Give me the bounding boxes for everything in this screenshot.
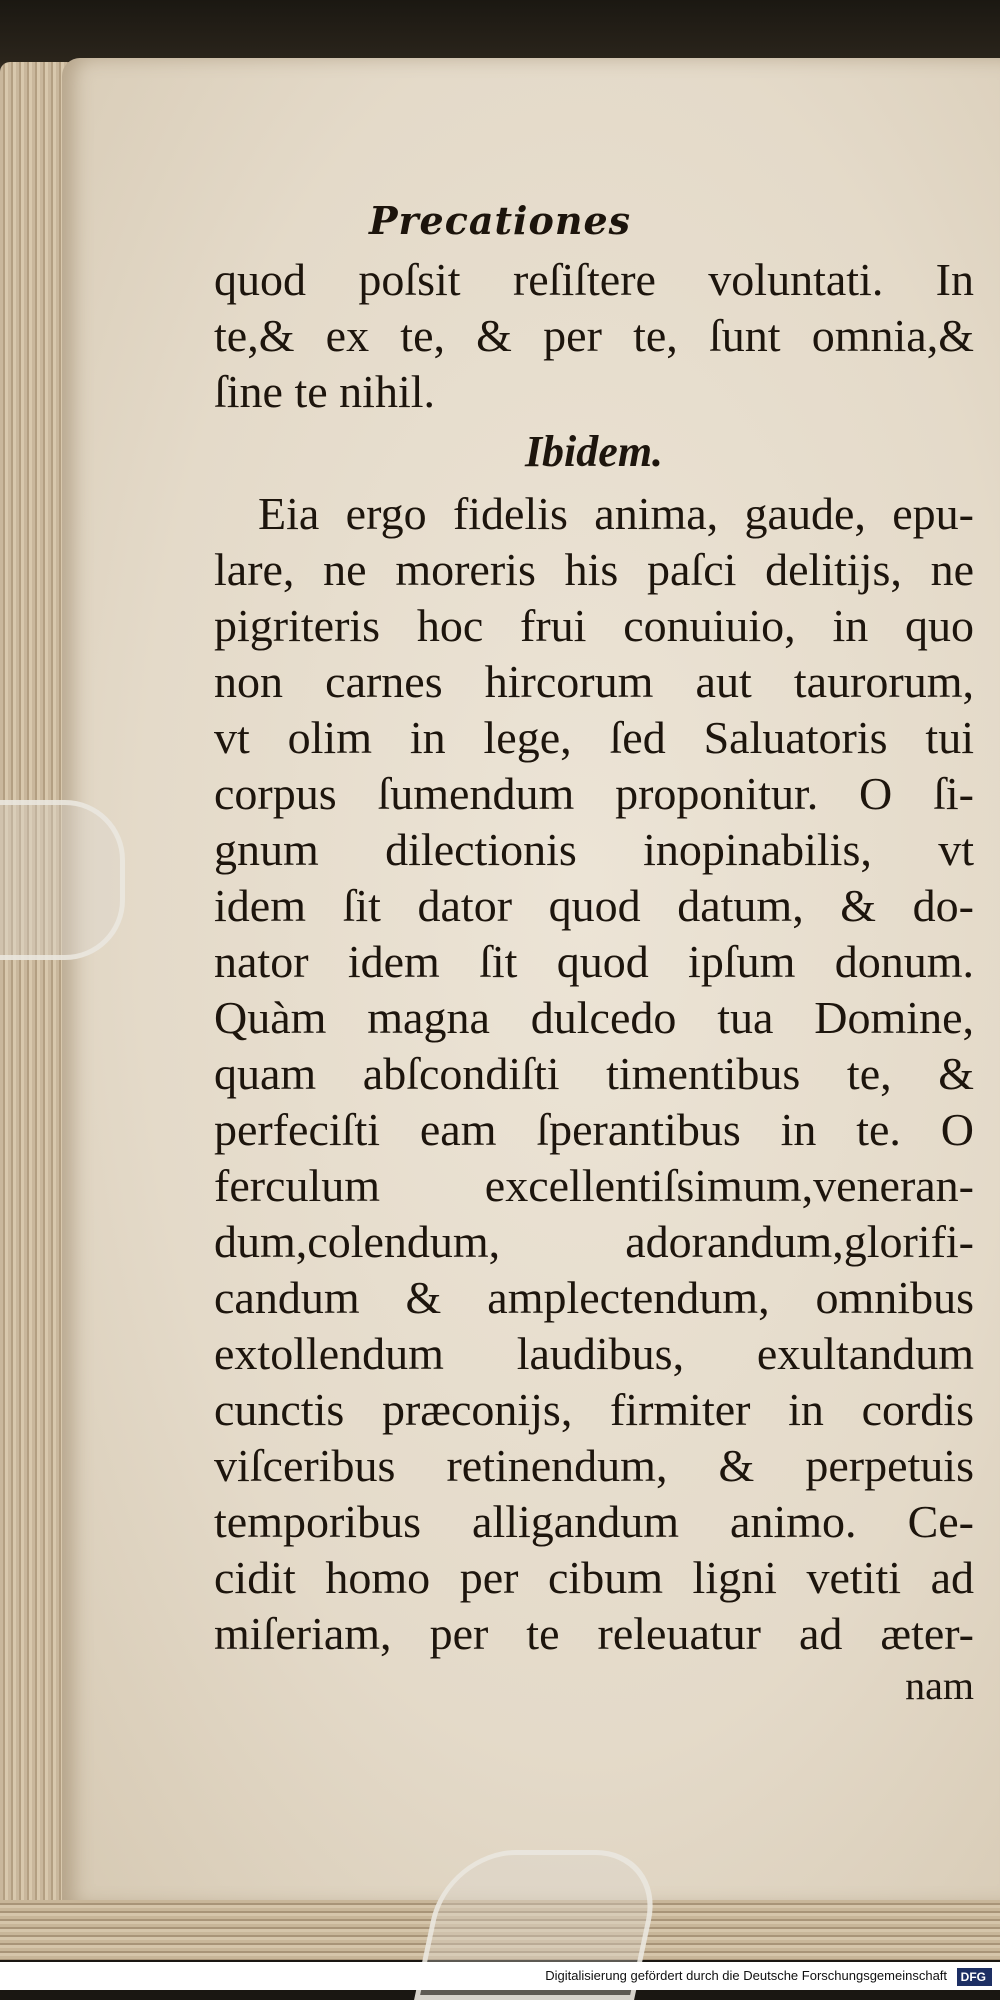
text-line: nator idem ſit quod ipſum donum. [214,936,974,987]
text-line: idem ſit dator quod datum, & do- [214,880,974,931]
text-line: lare, ne moreris his paſci delitijs, ne [214,544,974,595]
text-line: viſceribus retinendum, & perpetuis [214,1440,974,1491]
text-line: extollendum laudibus, exultandum [214,1328,974,1379]
page-text [214,252,974,1714]
text-line: pigriteris hoc frui conuiuio, in quo [214,600,974,651]
text-line: perfeciſti eam ſperantibus in te. O [214,1104,974,1155]
page-clip-left [0,800,125,960]
text-line: dum,colendum, adorandum,glorifi- [214,1216,974,1267]
text-line: cunctis præconijs, firmiter in cordis [214,1384,974,1435]
text-line: te,& ex te, & per te, ſunt omnia,& [214,310,974,361]
digitization-footer [0,1962,1000,1990]
text-line: ferculum excellentiſsimum,veneran- [214,1160,974,1211]
text-line: candum & amplectendum, omnibus [214,1272,974,1323]
text-line: Eia ergo fidelis anima, gaude, epu- [258,488,974,539]
text-line: cidit homo per cibum ligni vetiti ad [214,1552,974,1603]
footer-credit: Digitalisierung gefördert durch die Deutsche Forschungsgemeinschaft [545,1968,948,1983]
dfg-logo: DFG [957,1968,992,1986]
text-line: quod poſsit reſiſtere voluntati. In [214,254,974,305]
text-line: temporibus alligandum animo. Ce- [214,1496,974,1547]
catchword: nam [905,1663,974,1708]
text-line: miſeriam, per te releuatur ad æter- [214,1608,974,1659]
text-line: Quàm magna dulcedo tua Domine, [214,992,974,1043]
text-line: quam abſcondiſti timentibus te, & [214,1048,974,1099]
text-line: vt olim in lege, ſed Saluatoris tui [214,712,974,763]
section-heading: Ibidem. [524,427,664,476]
text-line: non carnes hircorum aut taurorum, [214,656,974,707]
text-line: corpus ſumendum proponitur. O ſi- [214,768,974,819]
text-line: ſine te nihil. [214,366,436,417]
text-line: gnum dilectionis inopinabilis, vt [214,824,974,875]
running-head: Precationes [368,198,632,243]
